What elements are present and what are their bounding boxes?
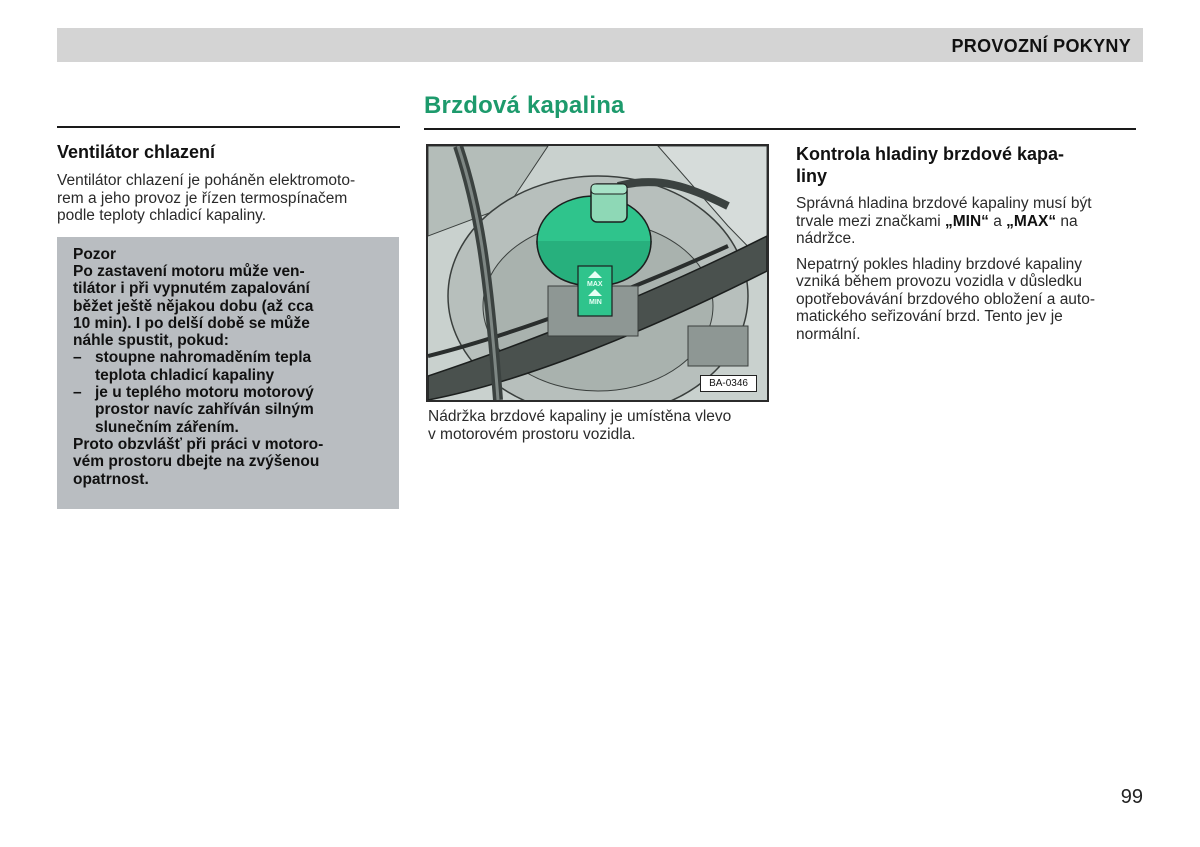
left-divider — [57, 126, 400, 128]
right-divider — [424, 128, 1136, 130]
text-line: Po zastavení motoru může ven- — [73, 263, 305, 280]
text-line: Nepatrný pokles hladiny brzdové kapaliny — [796, 255, 1083, 273]
text-line: tilátor i při vypnutém zapalování — [73, 280, 310, 298]
level-paragraph — [796, 195, 1138, 248]
header-bar — [57, 28, 1143, 62]
brake-fluid-reservoir-figure — [426, 144, 769, 402]
warning-intro — [73, 263, 385, 349]
page-number: 99 — [1120, 786, 1143, 808]
text-line: prostor navíc zahříván silným — [95, 401, 314, 419]
text-line: liny — [796, 166, 828, 186]
text-line: běžet ještě nějakou dobu (až cca — [73, 297, 314, 315]
text-line: Proto obzvlášť při práci v motoro- — [73, 435, 324, 453]
level-drop-paragraph — [796, 256, 1138, 344]
text-line: podle teploty chladicí kapaliny. — [57, 207, 267, 224]
text-line: je u teplého motoru motorový — [95, 384, 314, 402]
right-column — [796, 143, 1138, 343]
text-line: normální. — [796, 325, 861, 343]
warning-outro — [73, 436, 385, 488]
text-line: náhle spustit, pokud: — [73, 332, 229, 350]
cooling-fan-text — [57, 172, 400, 225]
warning-list-item — [73, 349, 385, 384]
text-line: Kontrola hladiny brzdové kapa- — [796, 144, 1065, 164]
text-line: opotřebovávání brzdového obložení a auto- — [796, 290, 1096, 308]
min-label: „MIN“ — [945, 212, 989, 230]
text-line: rem a jeho provoz je řízen termospínačem — [57, 189, 348, 207]
brake-fluid-level-heading — [796, 143, 1138, 187]
cooling-fan-heading: Ventilátor chlazení — [57, 142, 216, 162]
text-fragment: a — [988, 212, 1007, 230]
text-line: v motorovém prostoru vozidla. — [428, 426, 636, 443]
text-line: Nádržka brzdové kapaliny je umístěna vlevo — [428, 408, 732, 425]
text-fragment: trvale mezi značkami — [796, 212, 946, 230]
min-mark: MIN — [589, 299, 602, 306]
text-line: Správná hladina brzdové kapaliny musí být — [796, 195, 1092, 212]
text-line: teplota chladicí kapaliny — [95, 366, 275, 384]
max-mark: MAX — [587, 281, 603, 288]
header-title: PROVOZNÍ POKYNY — [951, 36, 1131, 56]
text-line: vzniká během provozu vozidla v důsledku — [796, 273, 1083, 290]
figure-caption — [428, 408, 773, 444]
text-line: 10 min). I po delší době se může — [73, 314, 310, 332]
text-line: slunečním zářením. — [95, 418, 239, 436]
text-fragment: na — [1056, 212, 1078, 230]
warning-list-item — [73, 384, 385, 436]
warning-box — [57, 237, 399, 509]
max-label: „MAX“ — [1006, 212, 1057, 230]
text-line: matického seřizování brzd. Tento jev je — [796, 308, 1063, 325]
text-line: nádržce. — [796, 230, 856, 247]
text-line: Ventilátor chlazení je poháněn elektromoto- — [57, 172, 356, 189]
section-title: Brzdová kapalina — [424, 92, 625, 119]
text-line: opatrnost. — [73, 470, 149, 488]
figure-code: BA-0346 — [700, 375, 757, 392]
text-line: vém prostoru dbejte na zvýšenou — [73, 453, 320, 471]
warning-list — [73, 349, 385, 435]
left-column — [57, 140, 400, 225]
engine-bay-illustration — [428, 146, 767, 400]
text-line: stoupne nahromaděním tepla — [95, 349, 312, 367]
warning-title: Pozor — [73, 246, 117, 263]
